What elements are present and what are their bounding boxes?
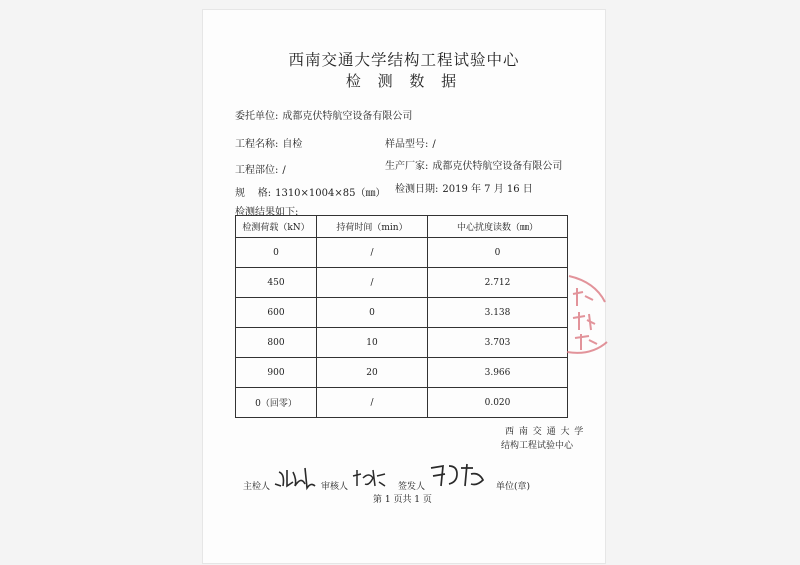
maker-value: 成都克伏特航空设备有限公司 — [432, 161, 563, 172]
spec-field — [235, 184, 385, 199]
part-field — [235, 161, 286, 176]
cell-deflection: 3.966 — [428, 358, 568, 388]
table-header-row — [236, 216, 568, 238]
table-row — [236, 388, 568, 418]
project-field — [235, 135, 302, 150]
spec-value: 1310×1004×85（㎜） — [275, 188, 386, 199]
cell-load: 450 — [236, 268, 317, 298]
cell-hold-time: 20 — [317, 358, 428, 388]
project-label: 工程名称: — [235, 139, 279, 150]
cell-hold-time: / — [317, 238, 428, 268]
cell-deflection: 3.703 — [428, 328, 568, 358]
org-name-line1: 西 南 交 通 大 学 — [505, 427, 585, 437]
date-label: 检测日期: — [395, 184, 439, 195]
reviewer-signature — [349, 464, 389, 492]
part-label: 工程部位: — [235, 165, 279, 176]
client-field — [235, 107, 412, 122]
client-value: 成都克伏特航空设备有限公司 — [282, 111, 413, 122]
cell-hold-time: 0 — [317, 298, 428, 328]
model-field — [385, 135, 436, 150]
seal-label: 单位(章) — [496, 482, 531, 492]
cell-load: 0（回零） — [236, 388, 317, 418]
part-value: / — [282, 165, 286, 176]
table-row — [236, 268, 568, 298]
header-deflection: 中心扰度读数（㎜） — [428, 216, 568, 238]
cell-hold-time: / — [317, 388, 428, 418]
document-page — [203, 10, 605, 563]
results-label: 检测结果如下: — [235, 207, 299, 218]
issuer-label: 签发人 — [398, 482, 426, 492]
reviewer-label: 审核人 — [321, 482, 349, 492]
cell-load: 600 — [236, 298, 317, 328]
client-label: 委托单位: — [235, 111, 279, 122]
header-load: 检测荷载（kN） — [236, 216, 317, 238]
spec-label: 规 格: — [235, 188, 272, 199]
table-row — [236, 298, 568, 328]
issuer-signature — [427, 460, 487, 492]
cell-deflection: 2.712 — [428, 268, 568, 298]
inspector-signature — [271, 462, 321, 492]
red-seal-stamp — [565, 272, 610, 364]
table-row — [236, 358, 568, 388]
model-value: / — [432, 139, 436, 150]
cell-load: 800 — [236, 328, 317, 358]
cell-deflection: 3.138 — [428, 298, 568, 328]
page-number: 第 1 页共 1 页 — [373, 495, 432, 505]
org-name-line2: 结构工程试验中心 — [501, 441, 574, 451]
maker-field — [385, 157, 562, 172]
header-hold-time: 持荷时间（min） — [317, 216, 428, 238]
document-subtitle: 检 测 数 据 — [345, 72, 463, 90]
inspector-label: 主检人 — [243, 482, 271, 492]
table-row — [236, 238, 568, 268]
cell-deflection: 0 — [428, 238, 568, 268]
results-table — [235, 215, 568, 418]
cell-hold-time: 10 — [317, 328, 428, 358]
maker-label: 生产厂家: — [385, 161, 429, 172]
date-value: 2019 年 7 月 16 日 — [442, 184, 533, 195]
table-row — [236, 328, 568, 358]
document-title: 西南交通大学结构工程试验中心 — [288, 51, 520, 69]
model-label: 样品型号: — [385, 139, 429, 150]
project-value: 自检 — [282, 139, 303, 150]
date-field — [395, 180, 533, 195]
cell-deflection: 0.020 — [428, 388, 568, 418]
cell-hold-time: / — [317, 268, 428, 298]
cell-load: 900 — [236, 358, 317, 388]
cell-load: 0 — [236, 238, 317, 268]
